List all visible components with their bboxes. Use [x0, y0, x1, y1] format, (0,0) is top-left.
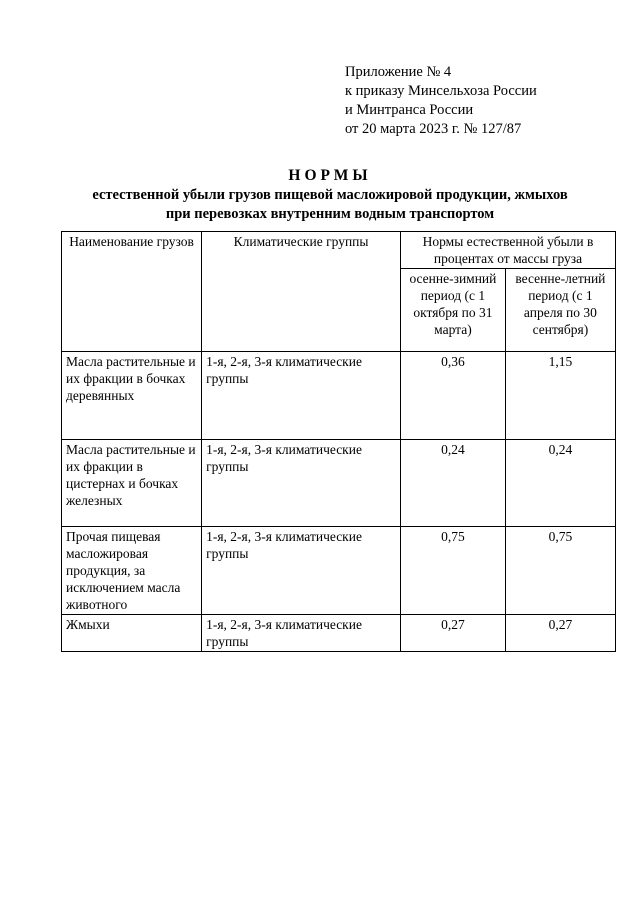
- table-row: [62, 352, 616, 440]
- table-row: [62, 615, 616, 652]
- table-header-row: [62, 232, 616, 269]
- cell-autumn-winter: 0,27: [401, 615, 506, 652]
- cell-spring-summer: 1,15: [505, 352, 615, 440]
- appendix-ministry: и Минтранса России: [345, 102, 474, 118]
- header-norms: Нормы естественной убыли в процентах от массы груза: [401, 232, 616, 269]
- cell-spring-summer: 0,27: [505, 615, 615, 652]
- document-subtitle-line2: при перевозках внутренним водным транспортом: [165, 206, 495, 222]
- header-autumn-winter: осенне-зимний период (с 1 октября по 31 марта): [401, 269, 506, 352]
- cell-cargo-name: Масла растительные и их фракции в цистернах и бочках железных: [62, 440, 202, 527]
- cell-spring-summer: 0,24: [505, 440, 615, 527]
- cell-cargo-name: Жмыхи: [62, 615, 202, 652]
- appendix-number: Приложение № 4: [345, 64, 452, 80]
- table-row: [62, 440, 616, 527]
- norms-table: [61, 231, 616, 652]
- cell-climatic-groups: 1-я, 2-я, 3-я климатические группы: [202, 527, 401, 615]
- cell-climatic-groups: 1-я, 2-я, 3-я климатические группы: [202, 352, 401, 440]
- header-climatic-groups: Климатические группы: [202, 232, 401, 352]
- cell-climatic-groups: 1-я, 2-я, 3-я климатические группы: [202, 615, 401, 652]
- cell-spring-summer: 0,75: [505, 527, 615, 615]
- appendix-date: от 20 марта 2023 г. № 127/87: [345, 121, 522, 137]
- document-title: НОРМЫ: [288, 167, 372, 184]
- cell-autumn-winter: 0,75: [401, 527, 506, 615]
- appendix-reference: [345, 63, 537, 139]
- appendix-order-ref: к приказу Минсельхоза России: [345, 83, 537, 99]
- document-title-block: [0, 166, 640, 224]
- header-spring-summer: весенне-летний период (с 1 апреля по 30 сентября): [505, 269, 615, 352]
- cell-cargo-name: Прочая пищевая масложировая продукция, за исключением масла животного: [62, 527, 202, 615]
- cell-cargo-name: Масла растительные и их фракции в бочках деревянных: [62, 352, 202, 440]
- cell-climatic-groups: 1-я, 2-я, 3-я климатические группы: [202, 440, 401, 527]
- cell-autumn-winter: 0,36: [401, 352, 506, 440]
- table-row: [62, 527, 616, 615]
- document-subtitle-line1: естественной убыли грузов пищевой масложировой продукции, жмыхов: [92, 187, 568, 203]
- cell-autumn-winter: 0,24: [401, 440, 506, 527]
- header-cargo-name: Наименование грузов: [62, 232, 202, 352]
